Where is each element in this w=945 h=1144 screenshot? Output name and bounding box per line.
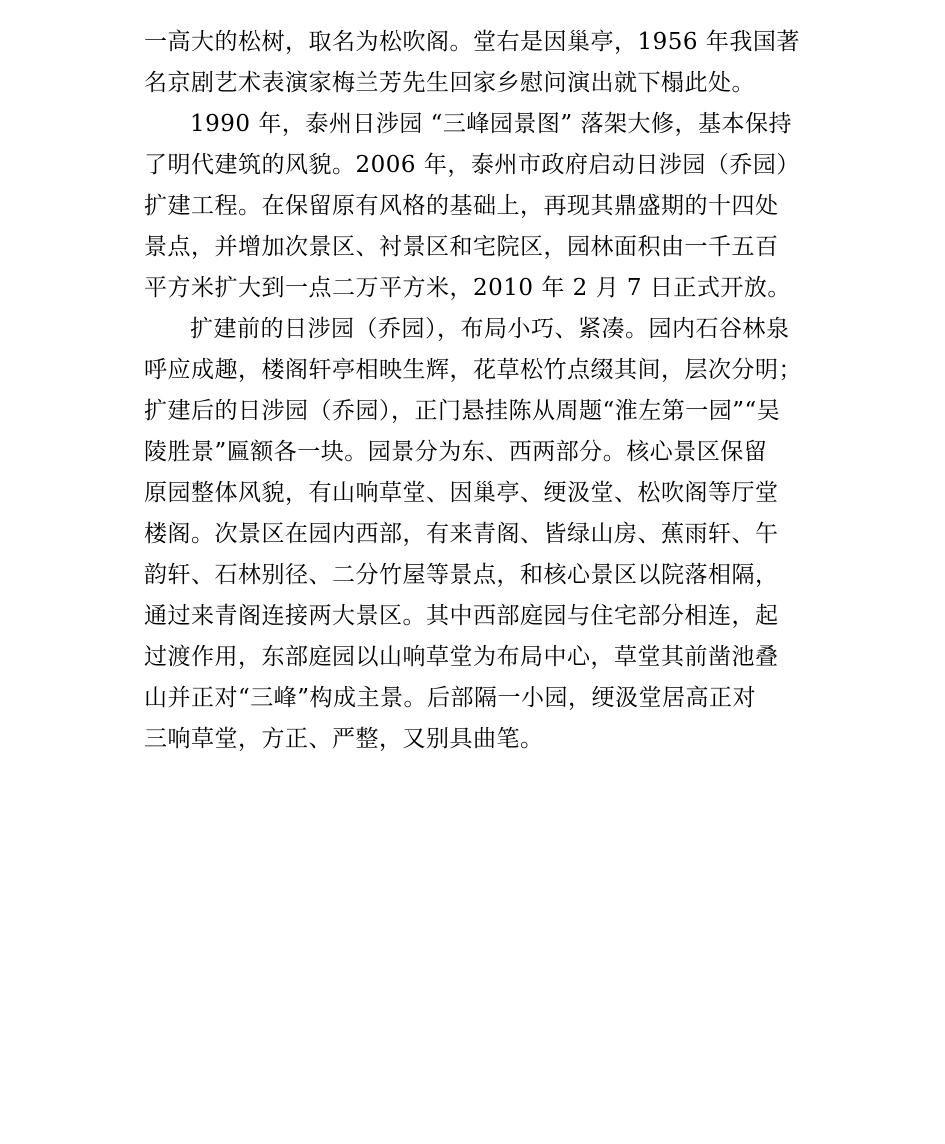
text-line: 通过来青阁连接两大景区。其中西部庭园与住宅部分相连，起 [144,603,779,629]
paragraph-start-line: 1990 年，泰州日涉园 “三峰园景图” 落架大修，基本保持 [190,111,792,137]
text-line: 过渡作用，东部庭园以山响草堂为布局中心，草堂其前凿池叠 [144,644,779,670]
text-line: 呼应成趣，楼阁轩亭相映生辉，花草松竹点缀其间，层次分明； [144,357,802,383]
paragraph-start-line: 扩建前的日涉园（乔园），布局小巧、紧凑。园内石谷林泉 [190,316,790,342]
text-line: 陵胜景”匾额各一块。园景分为东、西两部分。核心景区保留 [144,439,768,465]
text-line: 扩建工程。在保留原有风格的基础上，再现其鼎盛期的十四处 [144,193,779,219]
text-line: 山并正对“三峰”构成主景。后部隔一小园，绠汲堂居高正对 [144,685,757,711]
text-line: 名京剧艺术表演家梅兰芳先生回家乡慰问演出就下榻此处。 [144,70,755,96]
text-line: 平方米扩大到一点二万平方米，2010 年 2 月 7 日正式开放。 [144,275,791,301]
text-line: 韵轩、石林别径、二分竹屋等景点，和核心景区以院落相隔， [144,562,779,588]
text-line: 原园整体风貌，有山响草堂、因巢亭、绠汲堂、松吹阁等厅堂 [144,480,779,506]
text-line: 景点，并增加次景区、衬景区和宅院区，园林面积由一千五百 [144,234,779,260]
text-line: 了明代建筑的风貌。2006 年，泰州市政府启动日涉园（乔园） [144,152,800,178]
text-line: 楼阁。次景区在园内西部，有来青阁、皆绿山房、蕉雨轩、午 [144,521,779,547]
text-line: 一高大的松树，取名为松吹阁。堂右是因巢亭，1956 年我国著 [144,29,800,55]
body-text [144,22,806,760]
text-line: 三响草堂，方正、严整，又别具曲笔。 [144,726,544,752]
text-line: 扩建后的日涉园（乔园），正门悬挂陈从周题“淮左第一园”“吴 [144,398,781,424]
